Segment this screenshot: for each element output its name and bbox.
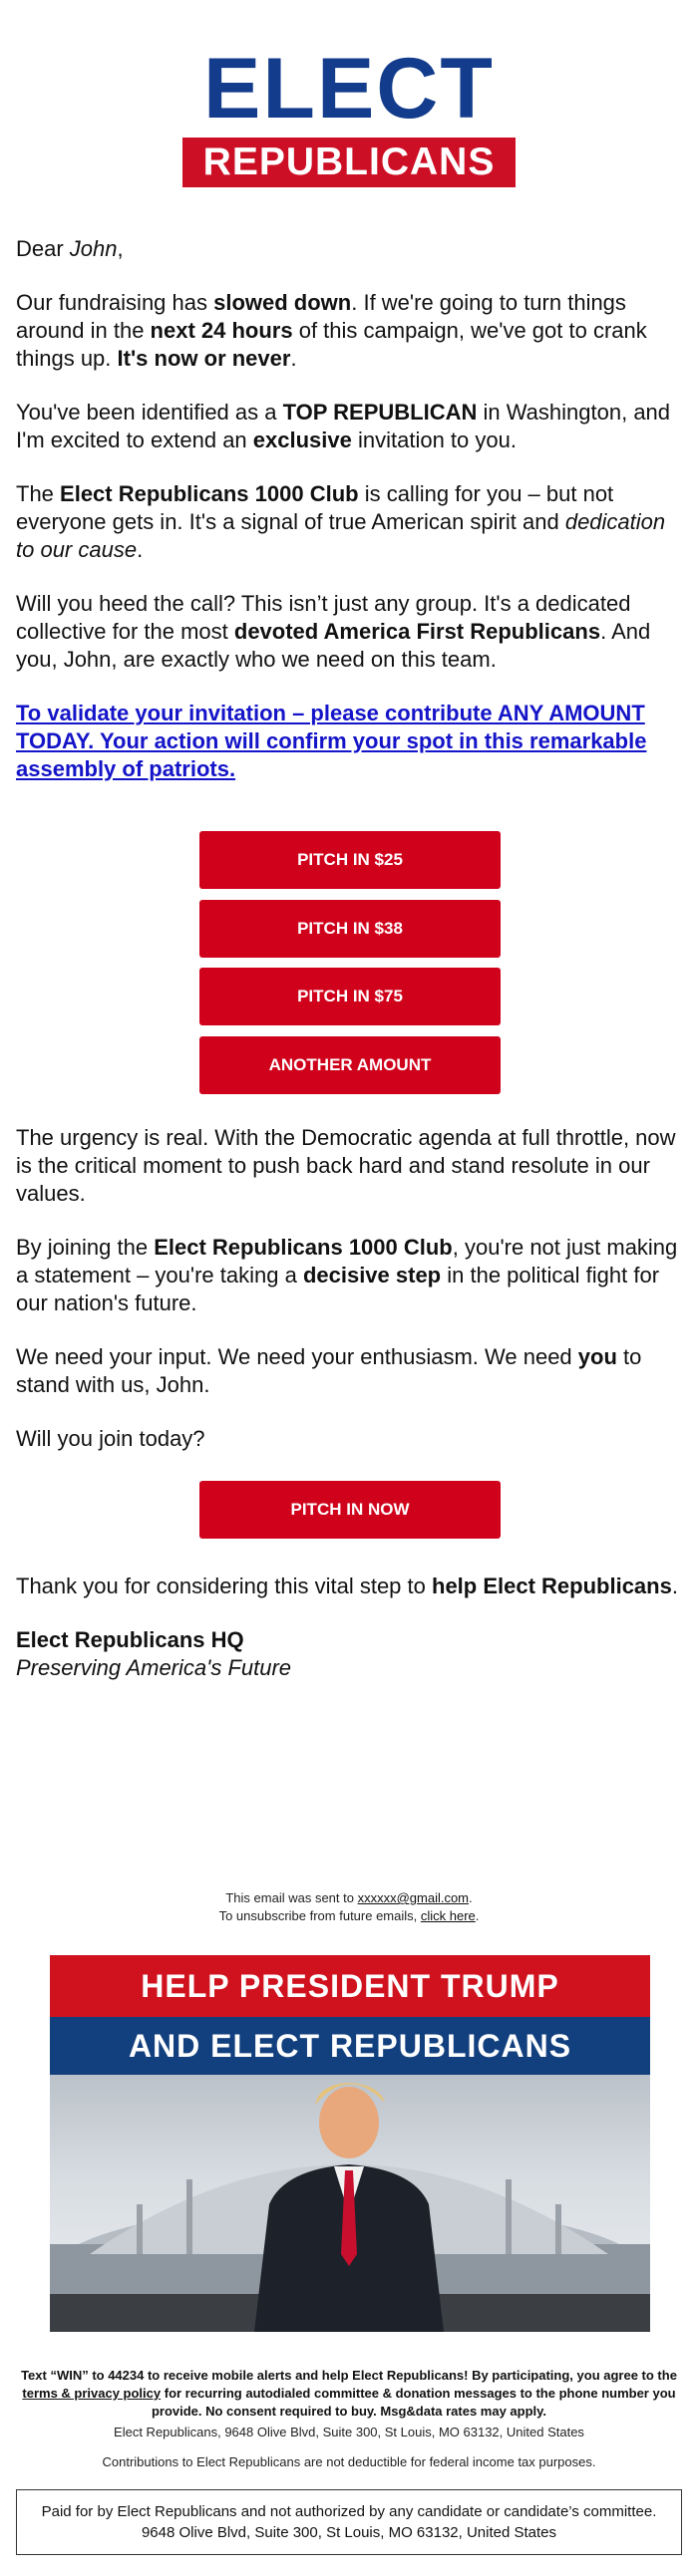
unsubscribe-prefix: To unsubscribe from future emails, (218, 1908, 421, 1923)
p3-b: Elect Republicans 1000 Club (60, 481, 359, 506)
p1-a: Our fundraising has (16, 290, 214, 315)
cta-paragraph (16, 700, 686, 783)
p1-g: . (290, 346, 297, 371)
greeting (16, 235, 686, 263)
letter-body-intro (16, 235, 686, 809)
pitch-in-25-button[interactable]: PITCH IN $25 (199, 831, 501, 889)
p1-f: It's now or never (117, 346, 291, 371)
p2-b: TOP REPUBLICAN (282, 400, 478, 425)
p6-a: By joining the (16, 1235, 155, 1260)
p9-b: help Elect Republicans (432, 1574, 672, 1598)
signature-org: Elect Republicans HQ (16, 1627, 244, 1652)
paragraph-1000-club (16, 480, 686, 564)
unsubscribe-line (0, 1907, 698, 1925)
letter-body-urgency (16, 1124, 686, 1479)
letter-body-closing (16, 1573, 686, 1708)
p1-d: next 24 hours (150, 318, 293, 343)
unsubscribe-suffix: . (475, 1908, 480, 1923)
paragraph-join-today: Will you join today? (16, 1426, 205, 1451)
pitch-in-now-button[interactable]: PITCH IN NOW (199, 1481, 501, 1539)
p9-a: Thank you for considering this vital step to (16, 1574, 432, 1598)
elect-republicans-logo (182, 41, 516, 183)
pitch-in-75-button[interactable]: PITCH IN $75 (199, 968, 501, 1025)
paragraph-thank-you (16, 1573, 686, 1600)
p3-e: . (137, 537, 144, 562)
paragraph-joining (16, 1234, 686, 1317)
p6-d: decisive step (302, 1263, 442, 1288)
p3-c: is calling for you – but not everyone gets in. It's a signal of true American spirit and (16, 481, 614, 534)
unsubscribe-link[interactable]: click here (420, 1908, 476, 1923)
email-notice (0, 1889, 698, 1925)
p1-e: of this campaign, we've got to crank things up. (16, 318, 647, 371)
paragraph-urgency: The urgency is real. With the Democratic agenda at full throttle, now is the critical moment to push back hard and stand resolute in our values. (16, 1125, 676, 1206)
p4-b: devoted America First Republicans (233, 619, 601, 644)
signature-tagline: Preserving America's Future (16, 1655, 292, 1680)
p7-b: you (577, 1344, 617, 1369)
paid-for-disclaimer: Paid for by Elect Republicans and not authorized by any candidate or candidate’s committee. 9648 Olive Blvd, Suite 300, St Louis, MO 63132, United States (16, 2489, 682, 2555)
p4-c: . And you, John, are exactly who we need on this team. (16, 619, 651, 672)
greeting-prefix: Dear (16, 236, 70, 261)
paragraph-top-republican (16, 399, 686, 454)
paragraph-need-you (16, 1343, 686, 1399)
p2-d: exclusive (252, 428, 352, 452)
trump-banner-image[interactable] (50, 1955, 650, 2332)
sms-text-a: Text “WIN” to 44234 to receive mobile alerts and help Elect Republicans! By participating, you agree to the (21, 2368, 677, 2383)
p6-b: Elect Republicans 1000 Club (154, 1235, 453, 1260)
p2-c: in Washington, and I'm excited to extend an (16, 400, 671, 452)
address-line: Elect Republicans, 9648 Olive Blvd, Suite 300, St Louis, MO 63132, United States (114, 2425, 584, 2439)
sms-text-b: for recurring autodialed committee & donation messages to the phone number you provide. No consent required to buy. Msg&data rates may apply. (151, 2386, 676, 2419)
tax-disclaimer: Contributions to Elect Republicans are not deductible for federal income tax purposes. (102, 2454, 596, 2469)
another-amount-button[interactable]: ANOTHER AMOUNT (199, 1036, 501, 1094)
p1-b: slowed down (213, 290, 352, 315)
logo-line-2: REPUBLICANS (182, 138, 516, 187)
p3-d: dedication to our cause (16, 509, 666, 562)
recipient-email-link[interactable]: xxxxxx@gmail.com (357, 1890, 470, 1905)
pitch-in-38-button[interactable]: PITCH IN $38 (199, 900, 501, 958)
banner-line-1: HELP PRESIDENT TRUMP (50, 1955, 650, 2017)
p1-c: . If we're going to turn things around in the (16, 290, 626, 343)
p7-a: We need your input. We need your enthusiasm. We need (16, 1344, 578, 1369)
sent-to-line (0, 1889, 698, 1907)
paragraph-fundraising (16, 289, 686, 373)
signature (16, 1626, 686, 1682)
sms-terms (16, 2367, 682, 2421)
p2-e: invitation to you. (351, 428, 517, 452)
p6-c: , you're not just making a statement – you're taking a (16, 1235, 678, 1288)
p3-a: The (16, 481, 61, 506)
p9-c: . (671, 1574, 678, 1598)
sent-prefix: This email was sent to (225, 1890, 358, 1905)
p7-c: to stand with us, John. (16, 1344, 642, 1397)
validate-invitation-link[interactable]: To validate your invitation – please contribute ANY AMOUNT TODAY. Your action will confirm your spot in this remarkable assembly of patriots. (16, 701, 647, 781)
greeting-suffix: , (117, 236, 124, 261)
p6-e: in the political fight for our nation's future. (16, 1263, 660, 1315)
logo-line-1: ELECT (203, 41, 495, 137)
p4-a: Will you heed the call? This isn’t just any group. It's a dedicated collective for the most (16, 591, 631, 644)
banner-line-2: AND ELECT REPUBLICANS (50, 2017, 650, 2075)
p2-a: You've been identified as a (16, 400, 283, 425)
paragraph-heed-call (16, 590, 686, 674)
sent-suffix: . (469, 1890, 473, 1905)
greeting-name: John (69, 236, 118, 261)
terms-privacy-link[interactable]: terms & privacy policy (22, 2386, 162, 2401)
